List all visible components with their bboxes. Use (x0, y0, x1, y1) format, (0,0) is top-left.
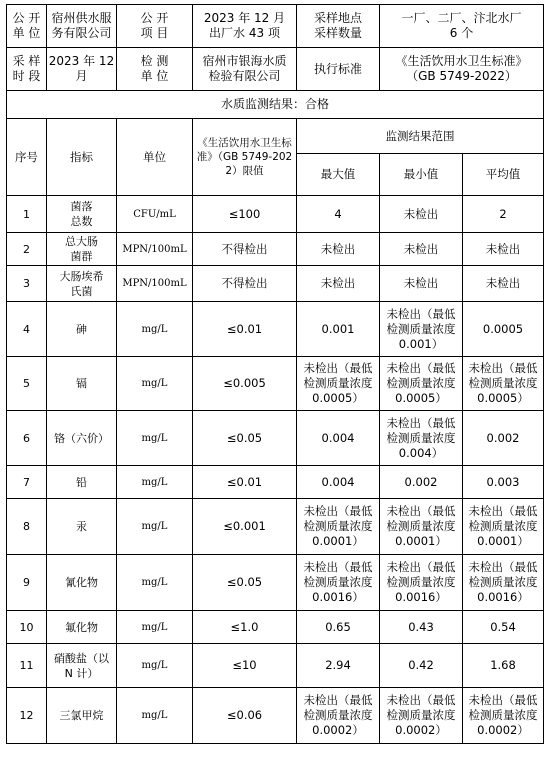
avg-value: 0.002 (463, 411, 544, 466)
indicator-name: 菌落 总数 (47, 196, 117, 233)
limit-cell: ≤100 (193, 196, 297, 233)
indicator-name: 镉 (47, 357, 117, 411)
unit-cell: mg/L (117, 302, 193, 357)
indicator-name: 总大肠 菌群 (47, 233, 117, 266)
max-value: 未检出（最低检测质量浓度 0.0001） (297, 499, 380, 555)
testing-unit-label: 检 测 单 位 (117, 48, 193, 91)
limit-cell: ≤0.06 (193, 688, 297, 744)
indicator-name: 氟化物 (47, 611, 117, 644)
row-number: 6 (7, 411, 47, 466)
table-row (7, 644, 544, 688)
avg-value: 2 (463, 196, 544, 233)
max-value: 未检出（最低检测质量浓度 0.0016） (297, 555, 380, 611)
table-row (7, 196, 544, 233)
standard-label: 执行标准 (297, 48, 380, 91)
testing-unit-value: 宿州市银海水质 检验有限公司 (193, 48, 297, 91)
max-value: 2.94 (297, 644, 380, 688)
limit-cell: ≤1.0 (193, 611, 297, 644)
table-row (7, 466, 544, 499)
avg-value: 0.003 (463, 466, 544, 499)
max-value: 0.65 (297, 611, 380, 644)
min-value: 未检出（最低检测质量浓度 0.004） (380, 411, 463, 466)
unit-cell: mg/L (117, 466, 193, 499)
avg-value: 0.54 (463, 611, 544, 644)
public-item-label: 公 开 项 目 (117, 5, 193, 48)
table-row (7, 555, 544, 611)
col-seq-header: 序号 (7, 119, 47, 196)
sampling-site-value: 一厂、二厂、汴北水厂 6 个 (380, 5, 544, 48)
col-indicator-header: 指标 (47, 119, 117, 196)
avg-value: 0.0005 (463, 302, 544, 357)
min-value: 未检出 (380, 266, 463, 302)
limit-cell: ≤10 (193, 644, 297, 688)
min-value: 未检出 (380, 233, 463, 266)
col-max-header: 最大值 (297, 154, 380, 196)
indicator-name: 汞 (47, 499, 117, 555)
max-value: 4 (297, 196, 380, 233)
sampling-period-label: 采 样 时 段 (7, 48, 47, 91)
limit-cell: ≤0.01 (193, 466, 297, 499)
indicator-name: 三氯甲烷 (47, 688, 117, 744)
avg-value: 未检出 (463, 266, 544, 302)
unit-cell: mg/L (117, 611, 193, 644)
sampling-period-value: 2023 年 12 月 (47, 48, 117, 91)
limit-cell: ≤0.001 (193, 499, 297, 555)
min-value: 未检出（最低检测质量浓度 0.0005） (380, 357, 463, 411)
data-rows (7, 196, 544, 744)
indicator-name: 砷 (47, 302, 117, 357)
table-row (7, 688, 544, 744)
limit-cell: ≤0.05 (193, 555, 297, 611)
min-value: 未检出（最低检测质量浓度 0.0016） (380, 555, 463, 611)
max-value: 0.004 (297, 466, 380, 499)
unit-cell: mg/L (117, 411, 193, 466)
row-number: 7 (7, 466, 47, 499)
unit-cell: mg/L (117, 357, 193, 411)
col-min-header: 最小值 (380, 154, 463, 196)
avg-value: 未检出（最低检测质量浓度 0.0005） (463, 357, 544, 411)
limit-cell: 不得检出 (193, 266, 297, 302)
table-row (7, 411, 544, 466)
public-unit-value: 宿州供水服 务有限公司 (47, 5, 117, 48)
table-row (7, 611, 544, 644)
table-row (7, 266, 544, 302)
unit-cell: MPN/100mL (117, 266, 193, 302)
max-value: 未检出 (297, 233, 380, 266)
avg-value: 未检出（最低检测质量浓度 0.0002） (463, 688, 544, 744)
unit-cell: mg/L (117, 499, 193, 555)
row-number: 5 (7, 357, 47, 411)
row-number: 12 (7, 688, 47, 744)
max-value: 未检出 (297, 266, 380, 302)
col-unit-header: 单位 (117, 119, 193, 196)
max-value: 0.001 (297, 302, 380, 357)
row-number: 1 (7, 196, 47, 233)
indicator-name: 大肠埃希 氏菌 (47, 266, 117, 302)
min-value: 0.002 (380, 466, 463, 499)
min-value: 未检出（最低检测质量浓度 0.0001） (380, 499, 463, 555)
row-number: 4 (7, 302, 47, 357)
indicator-name: 硝酸盐（以 N 计） (47, 644, 117, 688)
max-value: 未检出（最低检测质量浓度 0.0002） (297, 688, 380, 744)
limit-cell: 不得检出 (193, 233, 297, 266)
min-value: 未检出（最低检测质量浓度 0.0002） (380, 688, 463, 744)
limit-cell: ≤0.05 (193, 411, 297, 466)
avg-value: 未检出（最低检测质量浓度 0.0001） (463, 499, 544, 555)
max-value: 0.004 (297, 411, 380, 466)
unit-cell: mg/L (117, 688, 193, 744)
avg-value: 未检出（最低检测质量浓度 0.0016） (463, 555, 544, 611)
indicator-name: 氰化物 (47, 555, 117, 611)
public-item-value: 2023 年 12 月 出厂水 43 项 (193, 5, 297, 48)
water-quality-table (6, 4, 544, 744)
unit-cell: mg/L (117, 555, 193, 611)
col-range-header: 监测结果范围 (297, 119, 544, 154)
min-value: 未检出（最低检测质量浓度 0.001） (380, 302, 463, 357)
header-row-2 (7, 48, 544, 91)
unit-cell: MPN/100mL (117, 233, 193, 266)
avg-value: 未检出 (463, 233, 544, 266)
row-number: 9 (7, 555, 47, 611)
max-value: 未检出（最低检测质量浓度 0.0005） (297, 357, 380, 411)
row-number: 8 (7, 499, 47, 555)
row-number: 11 (7, 644, 47, 688)
table-row (7, 499, 544, 555)
standard-value: 《生活饮用水卫生标准》 （GB 5749-2022） (380, 48, 544, 91)
indicator-name: 铅 (47, 466, 117, 499)
row-number: 2 (7, 233, 47, 266)
limit-cell: ≤0.005 (193, 357, 297, 411)
min-value: 未检出 (380, 196, 463, 233)
unit-cell: mg/L (117, 644, 193, 688)
public-unit-label: 公 开 单 位 (7, 5, 47, 48)
header-row-1 (7, 5, 544, 48)
col-avg-header: 平均值 (463, 154, 544, 196)
min-value: 0.42 (380, 644, 463, 688)
avg-value: 1.68 (463, 644, 544, 688)
unit-cell: CFU/mL (117, 196, 193, 233)
table-row (7, 233, 544, 266)
sampling-site-label: 采样地点 采样数量 (297, 5, 380, 48)
row-number: 3 (7, 266, 47, 302)
result-title: 水质监测结果：合格 (7, 91, 544, 119)
table-row (7, 302, 544, 357)
row-number: 10 (7, 611, 47, 644)
table-row (7, 357, 544, 411)
limit-cell: ≤0.01 (193, 302, 297, 357)
min-value: 0.43 (380, 611, 463, 644)
col-limit-header: 《生活饮用水卫生标准》（GB 5749-2022）限值 (193, 119, 297, 196)
indicator-name: 铬（六价） (47, 411, 117, 466)
